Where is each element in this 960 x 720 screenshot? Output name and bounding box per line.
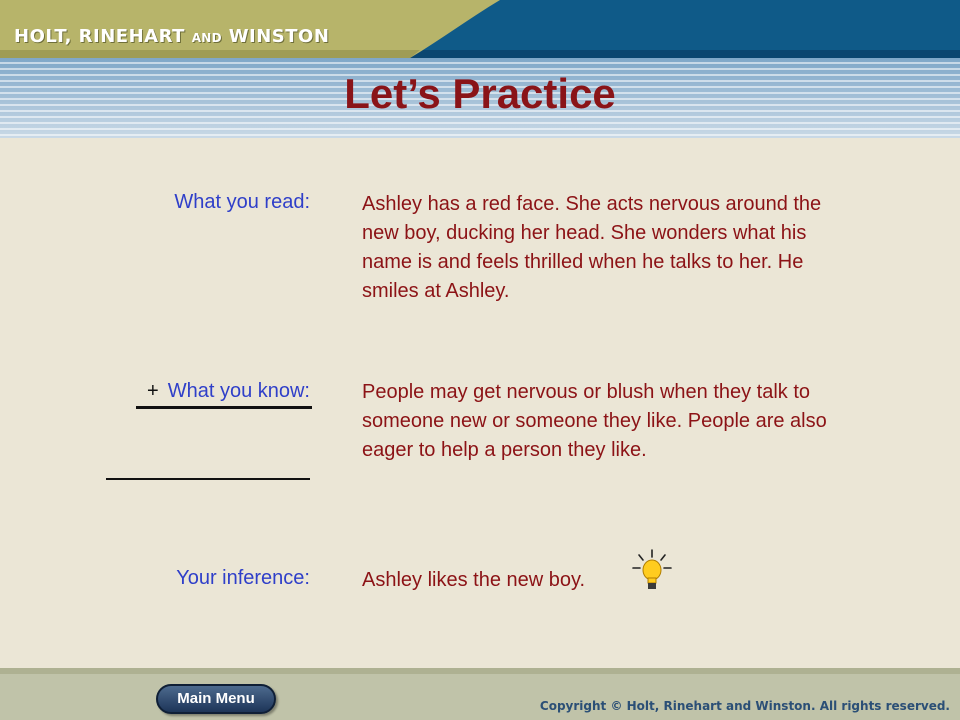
what-you-know-label-text: What you know:: [167, 380, 310, 402]
what-you-know-label: [60, 380, 310, 403]
sum-rule: [106, 478, 310, 480]
your-inference-label: Your inference:: [176, 567, 310, 589]
copyright-notice: Copyright © Holt, Rinehart and Winston. All rights reserved.: [539, 699, 950, 713]
publisher-logo: HOLT, RINEHART AND WINSTON: [14, 26, 330, 47]
page-title: Let’s Practice: [344, 70, 616, 117]
what-you-know-text: People may get nervous or blush when they talk to someone new or someone they like. People are also eager to help a person they like.: [362, 381, 827, 461]
footer-bar: [0, 668, 960, 720]
underline-rule: [136, 406, 312, 409]
what-you-read-label: What you read:: [174, 191, 310, 213]
lightbulb-icon: [630, 548, 674, 592]
main-menu-button[interactable]: Main Menu: [156, 684, 276, 714]
plus-sign: +: [147, 380, 159, 402]
what-you-read-text: Ashley has a red face. She acts nervous around the new boy, ducking her head. She wonders what his name is and feels thrilled when he talks to her. He smiles at Ashley.: [362, 193, 822, 302]
your-inference-text: Ashley likes the new boy.: [362, 569, 586, 591]
footer-shade: [0, 668, 960, 674]
